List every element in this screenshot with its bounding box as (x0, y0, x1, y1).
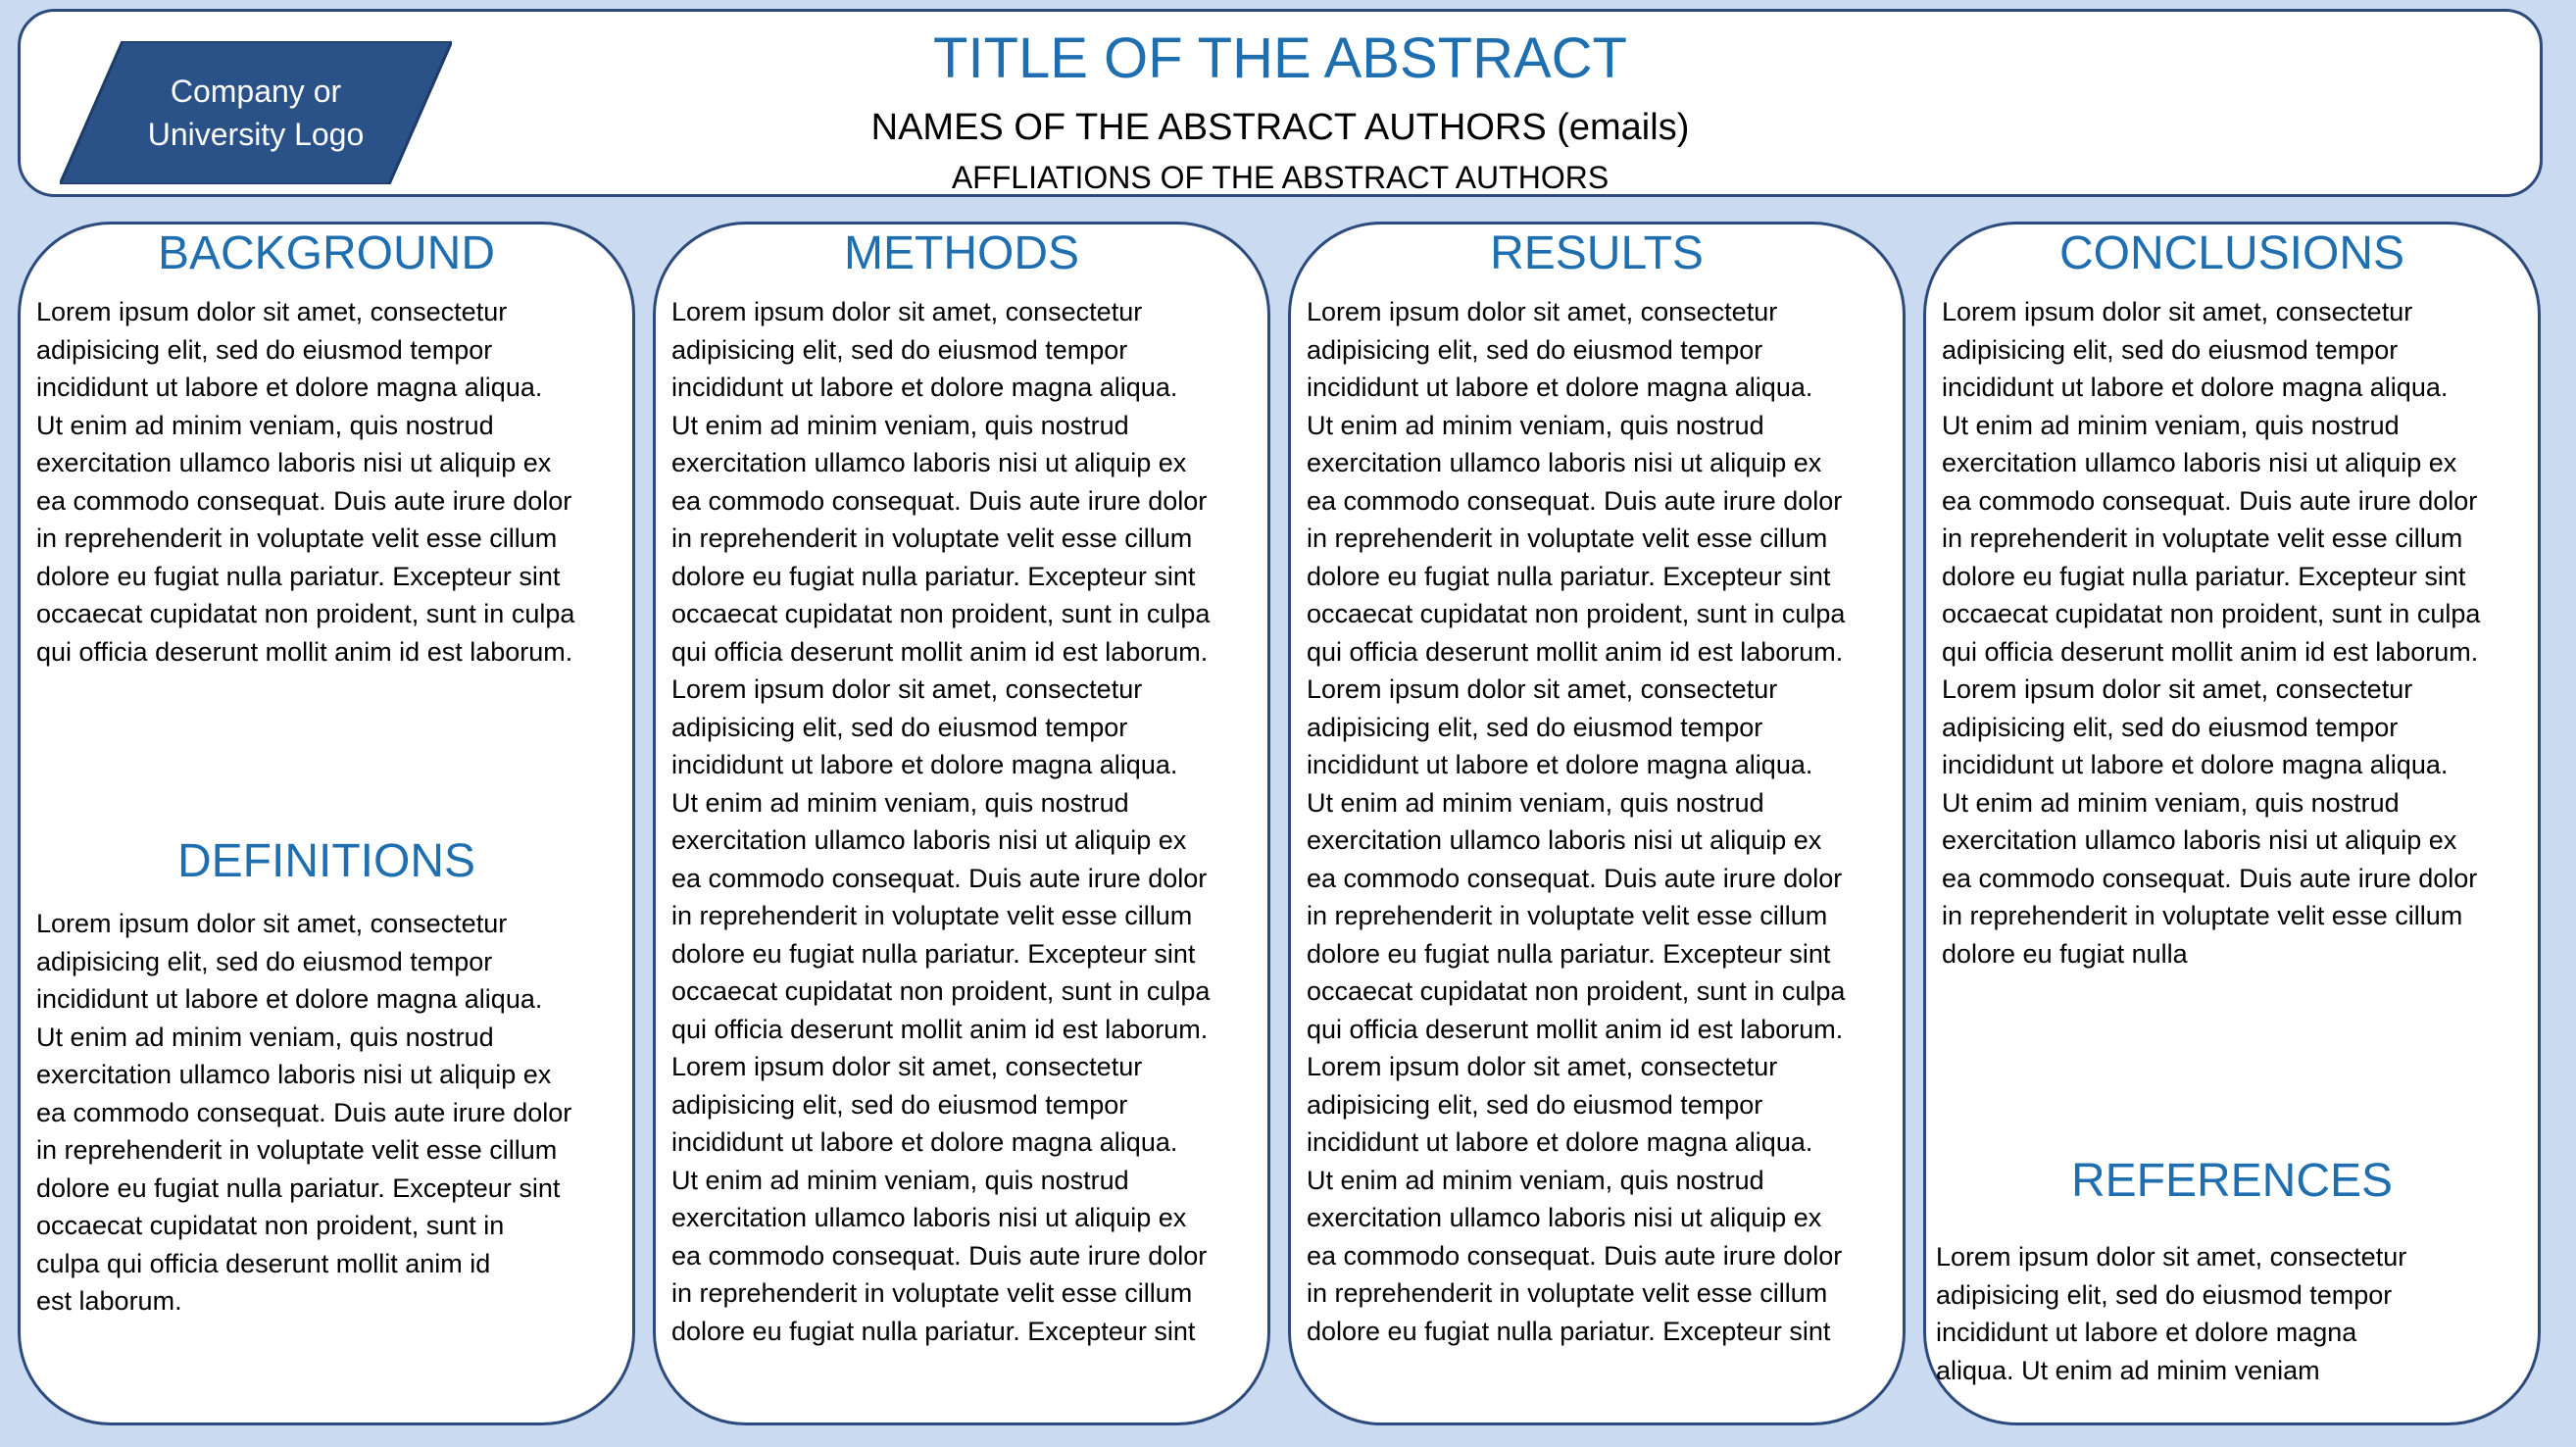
panel-background-definitions (18, 222, 635, 1425)
background-text: Lorem ipsum dolor sit amet, consectetur adipisicing elit, sed do eiusmod tempor incididunt ut labore et dolore magna aliqua. Ut enim ad minim veniam, quis nostrud exercitation ullamco laboris nisi ut aliquip ex ea commodo consequat. Duis aute irure dolor in reprehenderit in voluptate velit esse cillum dolore eu fugiat nulla pariatur. Excepteur sint occaecat cupidatat non proident, sunt in culpa qui officia deserunt mollit anim id est laborum. (36, 297, 575, 667)
references-heading: REFERENCES (2070, 1155, 2394, 1207)
background-heading: BACKGROUND (157, 227, 496, 279)
abstract-authors: NAMES OF THE ABSTRACT AUTHORS (emails) (870, 107, 1690, 148)
conclusions-text: Lorem ipsum dolor sit amet, consectetur adipisicing elit, sed do eiusmod tempor incididunt ut labore et dolore magna aliqua. Ut enim ad minim veniam, quis nostrud exercitation ullamco laboris nisi ut aliquip ex ea commodo consequat. Duis aute irure dolor in reprehenderit in voluptate velit esse cillum dolore eu fugiat nulla pariatur. Excepteur sint occaecat cupidatat non proident, sunt in culpa qui officia deserunt mollit anim id est laborum. Lorem ipsum dolor sit amet, consectetur adipisicing elit, sed do eiusmod tempor incididunt ut labore et dolore magna aliqua. Ut enim ad minim veniam, quis nostrud exercitation ullamco laboris nisi ut aliquip ex ea commodo consequat. Duis aute irure dolor in reprehenderit in voluptate velit esse cillum dolore eu fugiat nulla (1942, 297, 2481, 969)
panel-results (1288, 222, 1906, 1425)
methods-heading: METHODS (844, 227, 1079, 279)
methods-text: Lorem ipsum dolor sit amet, consectetur adipisicing elit, sed do eiusmod tempor incididunt ut labore et dolore magna aliqua. Ut enim ad minim veniam, quis nostrud exercitation ullamco laboris nisi ut aliquip ex ea commodo consequat. Duis aute irure dolor in reprehenderit in voluptate velit esse cillum dolore eu fugiat nulla pariatur. Excepteur sint occaecat cupidatat non proident, sunt in culpa qui officia deserunt mollit anim id est laborum. Lorem ipsum dolor sit amet, consectetur adipisicing elit, sed do eiusmod tempor incididunt ut labore et dolore magna aliqua. Ut enim ad minim veniam, quis nostrud exercitation ullamco laboris nisi ut aliquip ex ea commodo consequat. Duis aute irure dolor in reprehenderit in voluptate velit esse cillum dolore eu fugiat nulla pariatur. Excepteur sint occaecat cupidatat non proident, sunt in culpa qui officia deserunt mollit anim id est laborum. Lorem ipsum dolor sit amet, consectetur adipisicing elit, sed do eiusmod tempor incididunt ut labore et dolore magna aliqua. Ut enim ad minim veniam, quis nostrud exercitation ullamco laboris nisi ut aliquip ex ea commodo consequat. Duis aute irure dolor in reprehenderit in voluptate velit esse cillum dolore eu fugiat nulla pariatur. Excepteur sint (671, 297, 1211, 1346)
results-text: Lorem ipsum dolor sit amet, consectetur adipisicing elit, sed do eiusmod tempor incididunt ut labore et dolore magna aliqua. Ut enim ad minim veniam, quis nostrud exercitation ullamco laboris nisi ut aliquip ex ea commodo consequat. Duis aute irure dolor in reprehenderit in voluptate velit esse cillum dolore eu fugiat nulla pariatur. Excepteur sint occaecat cupidatat non proident, sunt in culpa qui officia deserunt mollit anim id est laborum. Lorem ipsum dolor sit amet, consectetur adipisicing elit, sed do eiusmod tempor incididunt ut labore et dolore magna aliqua. Ut enim ad minim veniam, quis nostrud exercitation ullamco laboris nisi ut aliquip ex ea commodo consequat. Duis aute irure dolor in reprehenderit in voluptate velit esse cillum dolore eu fugiat nulla pariatur. Excepteur sint occaecat cupidatat non proident, sunt in culpa qui officia deserunt mollit anim id est laborum. Lorem ipsum dolor sit amet, consectetur adipisicing elit, sed do eiusmod tempor incididunt ut labore et dolore magna aliqua. Ut enim ad minim veniam, quis nostrud exercitation ullamco laboris nisi ut aliquip ex ea commodo consequat. Duis aute irure dolor in reprehenderit in voluptate velit esse cillum dolore eu fugiat nulla pariatur. Excepteur sint (1307, 297, 1846, 1346)
poster-header (18, 9, 2543, 197)
references-text: Lorem ipsum dolor sit amet, consectetur adipisicing elit, sed do eiusmod tempor incididunt ut labore et dolore magna aliqua. Ut enim ad minim veniam (1936, 1242, 2407, 1385)
logo-line-1: Company or (170, 74, 342, 109)
definitions-text: Lorem ipsum dolor sit amet, consectetur adipisicing elit, sed do eiusmod tempor incididunt ut labore et dolore magna aliqua. Ut enim ad minim veniam, quis nostrud exercitation ullamco laboris nisi ut aliquip ex ea commodo consequat. Duis aute irure dolor in reprehenderit in voluptate velit esse cillum dolore eu fugiat nulla pariatur. Excepteur sint occaecat cupidatat non proident, sunt in culpa qui officia deserunt mollit anim id est laborum. (36, 909, 572, 1316)
results-heading: RESULTS (1490, 227, 1704, 279)
panel-conclusions-references (1923, 222, 2541, 1425)
definitions-heading: DEFINITIONS (176, 835, 475, 887)
abstract-title: TITLE OF THE ABSTRACT (933, 26, 1627, 90)
logo-line-2: University Logo (147, 117, 365, 152)
abstract-affiliations: AFFLIATIONS OF THE ABSTRACT AUTHORS (951, 160, 1610, 195)
conclusions-heading: CONCLUSIONS (2058, 227, 2405, 279)
panel-methods (653, 222, 1270, 1425)
